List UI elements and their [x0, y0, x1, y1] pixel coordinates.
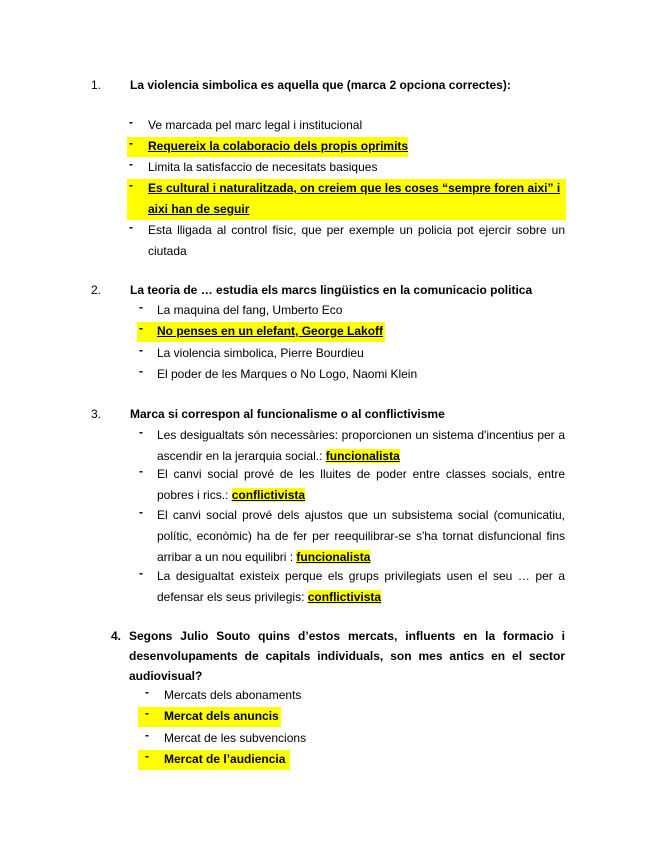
bullet-icon: - — [145, 749, 149, 763]
bullet-icon: - — [129, 178, 133, 192]
question-3-option-3-text: El canvi social prové dels ajustos que un subsistema social (comunicatiu, polític, econòmic) ha de fer per reequilibrar-se s'ha tornat disfuncional fins arribar a un nou equilibri : — [157, 508, 565, 564]
bullet-icon: - — [139, 566, 143, 580]
question-3-option-3 — [157, 505, 565, 568]
question-3-text: Marca si correspon al funcionalisme o al conflictivisme — [130, 407, 445, 421]
question-3-option-3-answer: funcionalista — [296, 550, 371, 564]
bullet-icon: - — [145, 728, 149, 742]
question-4-text: Segons Julio Souto quins d’estos mercats, influents en la formacio i desenvolupaments de capitals individuals, son mes antics en el sector audiovisual? — [129, 629, 565, 683]
question-2-text: La teoria de … estudia els marcs lingüistics en la comunicacio politica — [130, 283, 533, 297]
bullet-icon: - — [129, 115, 133, 129]
question-2-number: 2. — [91, 283, 102, 297]
question-1-option-1: Ve marcada pel marc legal i institucional — [148, 118, 363, 132]
bullet-icon: - — [139, 425, 143, 439]
question-1-option-3: Limita la satisfaccio de necesitats basiques — [148, 160, 378, 174]
question-2-option-2: No penses en un elefant, George Lakoff — [157, 324, 384, 338]
question-3-option-1 — [157, 425, 565, 467]
bullet-icon: - — [139, 464, 143, 478]
question-4-option-1: Mercats dels abonaments — [164, 688, 302, 702]
question-3-option-4-text: La desigualtat existeix perque els grups privilegiats usen el seu … per a defensar els seus privilegis: — [157, 569, 565, 604]
question-2-option-4: El poder de les Marques o No Logo, Naomi Klein — [157, 367, 418, 381]
question-4-option-4: Mercat de l’audiencia — [164, 752, 286, 766]
question-3-option-2-text: El canvi social prové de les lluites de poder entre classes socials, entre pobres i rics.: — [157, 467, 565, 502]
question-3-option-1-answer: funcionalista — [325, 449, 400, 463]
bullet-icon: - — [139, 343, 143, 357]
question-1-number: 1. — [91, 78, 102, 92]
question-3-option-4-answer: conflictivista — [307, 590, 382, 604]
question-1-option-2: Requereix la colaboracio dels propis oprimits — [148, 139, 409, 153]
question-4-option-3: Mercat de les subvencions — [164, 731, 307, 745]
question-1-text: La violencia simbolica es aquella que (marca 2 opciona correctes): — [130, 78, 511, 92]
question-1-option-5: Esta lligada al control fisic, que per exemple un policia pot ejercir sobre un ciutada — [148, 223, 565, 258]
question-3-option-2-answer: conflictivista — [231, 488, 306, 502]
question-3-option-2 — [157, 464, 565, 506]
question-3-option-1-text: Les desigualtats són necessàries: proporcionen un sistema d'incentius per a ascendir en la jerarquia social.: — [157, 428, 565, 463]
question-3-number: 3. — [91, 407, 102, 421]
bullet-icon: - — [129, 136, 133, 150]
bullet-icon: - — [139, 321, 143, 335]
question-1-option-4: Es cultural i naturalitzada, on creiem que les coses “sempre foren aixi” i aixi han de seguir — [148, 181, 561, 216]
question-3-option-4 — [157, 566, 565, 608]
question-2-option-3: La violencia simbolica, Pierre Bourdieu — [157, 346, 364, 360]
bullet-icon: - — [139, 364, 143, 378]
bullet-icon: - — [145, 706, 149, 720]
bullet-icon: - — [129, 157, 133, 171]
bullet-icon: - — [139, 505, 143, 519]
question-2-option-1: La maquina del fang, Umberto Eco — [157, 303, 343, 317]
bullet-icon: - — [129, 220, 133, 234]
question-4-option-2: Mercat dels anuncis — [164, 709, 279, 723]
bullet-icon: - — [145, 685, 149, 699]
question-4-number: 4. — [111, 629, 122, 643]
bullet-icon: - — [139, 300, 143, 314]
